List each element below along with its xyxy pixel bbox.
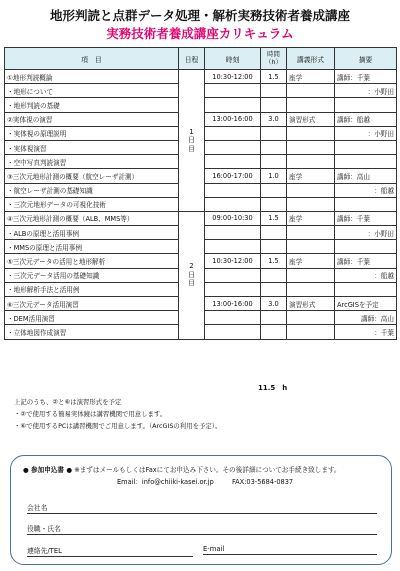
item-cell: ①地形判読概論 [5,70,179,84]
application-title: ● 参加申込書 ● [23,466,73,474]
hours-cell [261,226,287,240]
format-cell [287,311,335,325]
summary-cell [335,197,397,211]
item-cell: ・地形判読の基礎 [5,98,179,112]
format-cell: 座学 [287,254,335,268]
format-cell [287,197,335,211]
summary-cell: 講師：千葉 [335,211,397,225]
day2-char2: 目 [188,279,195,288]
curriculum-table [4,47,397,340]
format-cell: 座学 [287,70,335,84]
name-label: 役職・氏名 [27,525,61,533]
day2-char1: 日 [188,270,195,279]
summary-cell: ：船越 [335,268,397,282]
item-cell: ・MMSの原理と活用事例 [5,240,179,254]
format-cell [287,126,335,140]
tel-label: 連絡先/TEL [27,547,62,555]
table-header-row [5,48,397,70]
format-cell: 座学 [287,169,335,183]
hours-cell [261,240,287,254]
day1-char1: 日 [188,136,195,145]
header-hours [261,48,287,70]
summary-cell: ：小野田 [335,84,397,98]
item-cell: ・実体視演習 [5,140,179,154]
format-cell [287,240,335,254]
header-format: 講義形式 [287,48,335,70]
format-cell [287,98,335,112]
summary-cell [335,240,397,254]
day2-cell [179,211,205,339]
hours-cell [261,282,287,296]
item-cell: ・地形解析手法と活用例 [5,282,179,296]
day1-num: 1 [189,127,194,136]
page-subtitle: 実務技術者養成講座カリキュラム [106,26,294,41]
time-cell [205,140,261,154]
name-field[interactable] [27,523,377,535]
summary-cell [335,140,397,154]
hours-cell [261,98,287,112]
hours-cell [261,183,287,197]
time-cell [205,240,261,254]
total-hours: 11.5 h [258,384,288,392]
hours-cell [261,311,287,325]
summary-cell [335,282,397,296]
time-cell [205,84,261,98]
item-cell: ⑤三次元データの活用と地形解析 [5,254,179,268]
summary-cell: ：小野田 [335,126,397,140]
time-cell [205,268,261,282]
note-line: 上記のうち、②と⑥は演習形式を予定 [14,398,122,406]
format-cell [287,268,335,282]
time-cell [205,197,261,211]
contact-fax: FAX:03-5684-0837 [231,478,294,486]
time-cell [205,183,261,197]
summary-cell: 講師：千葉 [335,70,397,84]
company-field[interactable] [27,502,377,514]
item-cell: ・実体視の原理説明 [5,126,179,140]
item-cell: ・ALBの原理と活用事例 [5,226,179,240]
day1-char2: 目 [188,144,195,153]
format-cell: 演習形式 [287,112,335,126]
time-cell: 16:00-17:00 [205,169,261,183]
item-cell: ・三次元地形データの可視化技術 [5,197,179,211]
summary-cell: ArcGISを予定 [335,297,397,311]
time-cell: 09:00-10:30 [205,211,261,225]
hours-cell: 1.5 [261,254,287,268]
hours-cell: 3.0 [261,297,287,311]
item-cell: ②実体視の演習 [5,112,179,126]
item-cell: ・DEM活用演習 [5,311,179,325]
summary-cell: 講師：高山 [335,169,397,183]
header-item: 項 目 [5,48,179,70]
company-label: 会社名 [27,504,48,512]
item-cell: ・空中写真判読演習 [5,155,179,169]
hours-cell [261,140,287,154]
hours-cell: 1.5 [261,70,287,84]
time-cell [205,311,261,325]
table-row [5,211,397,225]
summary-cell: 講師：船越 [335,112,397,126]
hours-cell [261,155,287,169]
time-cell: 10:30-12:00 [205,70,261,84]
item-cell: ・立体地図作成演習 [5,325,179,339]
note-line: ・⑥で使用するPCは講習機関でご用意します。（ArcGISの利用を予定）。 [14,422,222,430]
note-line: ・②で使用する簡易実体鏡は講習機関で用意します。 [14,410,167,418]
notes-section [14,396,221,432]
time-cell: 13:00-16:00 [205,297,261,311]
application-instruction: ※まずはメールもしくはFaxにてお申込み下さい。その後詳細についてお手続き致します。 [74,466,341,474]
day2-num: 2 [189,262,194,271]
application-header [23,464,341,474]
page-title: 地形判読と点群データ処理・解析実務技術者養成講座 [49,8,350,23]
application-form [10,455,392,565]
summary-cell: ：千葉 [335,325,397,339]
header-summary: 摘要 [335,48,397,70]
format-cell [287,183,335,197]
hours-cell [261,325,287,339]
table-row [5,70,397,84]
contact-email: Email：info@chiiki-kasei.or.jp [117,478,214,486]
time-cell [205,126,261,140]
summary-cell: ：船越 [335,183,397,197]
summary-cell [335,155,397,169]
item-cell: ・地形について [5,84,179,98]
hours-cell [261,126,287,140]
format-cell: 座学 [287,211,335,225]
time-cell [205,155,261,169]
contact-line [117,476,293,486]
hours-cell: 1.5 [261,211,287,225]
item-cell: ⑥三次元データ活用演習 [5,297,179,311]
time-cell [205,325,261,339]
item-cell: ④三次元地形計測の概要（ALB、MMS等） [5,211,179,225]
day1-cell [179,70,205,212]
email-label: E-mail [203,545,225,553]
hours-cell: 3.0 [261,112,287,126]
format-cell [287,226,335,240]
format-cell [287,84,335,98]
summary-cell [335,98,397,112]
time-cell [205,226,261,240]
hours-cell [261,197,287,211]
format-cell [287,325,335,339]
header-hours-unit: （h） [265,57,282,66]
header-hours-label: 時間 [267,50,280,58]
format-cell [287,282,335,296]
header-day: 日程 [179,48,205,70]
item-cell: ・三次元データ活用の基礎知識 [5,268,179,282]
format-cell [287,155,335,169]
summary-cell: ：小野田 [335,226,397,240]
time-cell [205,282,261,296]
hours-cell [261,84,287,98]
time-cell: 13:00-16:00 [205,112,261,126]
format-cell: 演習形式 [287,297,335,311]
summary-cell: 講師：高山 [335,311,397,325]
hours-cell [261,268,287,282]
summary-cell: 講師：千葉 [335,254,397,268]
time-cell [205,98,261,112]
item-cell: ・航空レーザ計測の基礎知識 [5,183,179,197]
hours-cell: 1.0 [261,169,287,183]
email-field[interactable] [203,545,377,555]
format-cell [287,140,335,154]
time-cell: 10:30-12:00 [205,254,261,268]
item-cell: ③三次元地形計測の概要（航空レーザ計測） [5,169,179,183]
tel-field[interactable] [27,545,193,557]
header-time: 時刻 [205,48,261,70]
